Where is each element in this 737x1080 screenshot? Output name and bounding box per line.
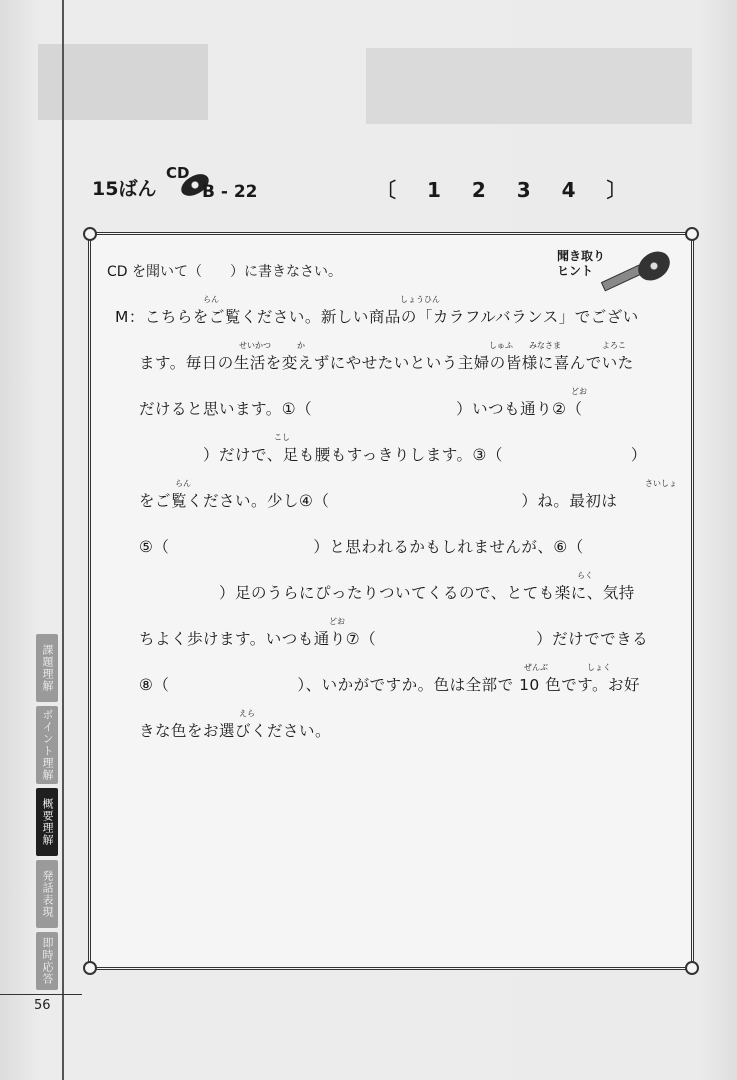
- cd-track-logo: [166, 164, 266, 208]
- frame-corner-ornament: [83, 961, 97, 975]
- question-number: 15ばん: [92, 178, 157, 200]
- hint-label-line2: ヒント: [557, 264, 594, 278]
- answer-choices: [366, 174, 639, 203]
- bracket-close: 〕: [606, 178, 629, 202]
- cd-label: CD: [166, 164, 190, 182]
- transcript-line-2: ます。毎日の生活を変えずにやせたいという主婦の皆様に喜んでいた: [139, 354, 634, 372]
- furigana-10: さいしょ: [645, 479, 677, 488]
- furigana-4: しゅふ: [489, 341, 513, 350]
- furigana-2: せいかつ: [239, 341, 271, 350]
- furigana-12: どお: [329, 617, 345, 626]
- transcript-line-8: ちよく歩けます。いつも通り⑦（ ）だけでできる: [139, 630, 649, 648]
- dictation-box: [88, 232, 694, 970]
- furigana-5: みなさま: [529, 341, 561, 350]
- section-side-tabs: [36, 634, 60, 994]
- page-number: 56: [34, 998, 51, 1013]
- frame-corner-ornament: [83, 227, 97, 241]
- transcript-line-6: ⑤（ ）と思われるかもしれませんが、⑥（: [139, 538, 584, 556]
- spine-line: [62, 0, 64, 1080]
- question-header: [92, 164, 692, 208]
- instruction-text: CD を聞いて（ ）に書きなさい。: [107, 264, 343, 280]
- transcript-line-10: きな色をお選びください。: [139, 722, 332, 740]
- transcript-line-3: だけると思います。①（ ）いつも通り②（: [139, 400, 583, 418]
- listening-hint-badge: [557, 249, 677, 293]
- furigana-11: らく: [577, 571, 593, 580]
- transcript-line-9: ⑧（ ）、いかがですか。色は全部で 10 色です。お好: [139, 676, 640, 694]
- transcript-line-5: をご覧ください。少し④（ ）ね。最初は: [139, 492, 618, 510]
- side-tab-point[interactable]: ポイント理解: [36, 706, 58, 784]
- furigana-6: よろこ: [602, 341, 626, 350]
- furigana-3: か: [297, 341, 305, 350]
- choice-1[interactable]: 1: [426, 178, 443, 202]
- transcript-line-7: ）足のうらにぴったりついてくるので、とても楽に、気持: [139, 584, 635, 602]
- furigana-8: こし: [274, 433, 290, 442]
- furigana-1: しょうひん: [400, 295, 440, 304]
- page-number-rule: [0, 994, 82, 995]
- furigana-0: らん: [203, 295, 219, 304]
- choice-2[interactable]: 2: [471, 178, 488, 202]
- side-tab-hatsuwa[interactable]: 発話表現: [36, 860, 58, 928]
- furigana-13: ぜんぶ: [524, 663, 548, 672]
- bracket-open: 〔: [376, 178, 398, 202]
- furigana-7: どお: [571, 387, 587, 396]
- track-number: B - 22: [202, 182, 258, 202]
- hint-label: [557, 249, 605, 279]
- choice-4[interactable]: 4: [561, 178, 578, 202]
- choice-3[interactable]: 3: [516, 178, 533, 202]
- side-tab-kadai[interactable]: 課題理解: [36, 634, 58, 702]
- side-tab-gaiyou[interactable]: 概要理解: [36, 788, 58, 856]
- bleed-through-block: [366, 48, 692, 124]
- transcript-line-4: ）だけで、足も腰もすっきりします。③（ ）: [139, 446, 647, 464]
- furigana-9: らん: [175, 479, 191, 488]
- side-tab-sokuji[interactable]: 即時応答: [36, 932, 58, 990]
- frame-corner-ornament: [685, 227, 699, 241]
- hint-label-line1: 聞き取り: [557, 249, 606, 263]
- cd-disc-icon: [633, 246, 676, 287]
- transcript-line-1: M：こちらをご覧ください。新しい商品の「カラフルバランス」でござい: [115, 308, 639, 326]
- furigana-15: えら: [239, 709, 255, 718]
- frame-corner-ornament: [685, 961, 699, 975]
- furigana-14: しょく: [587, 663, 611, 672]
